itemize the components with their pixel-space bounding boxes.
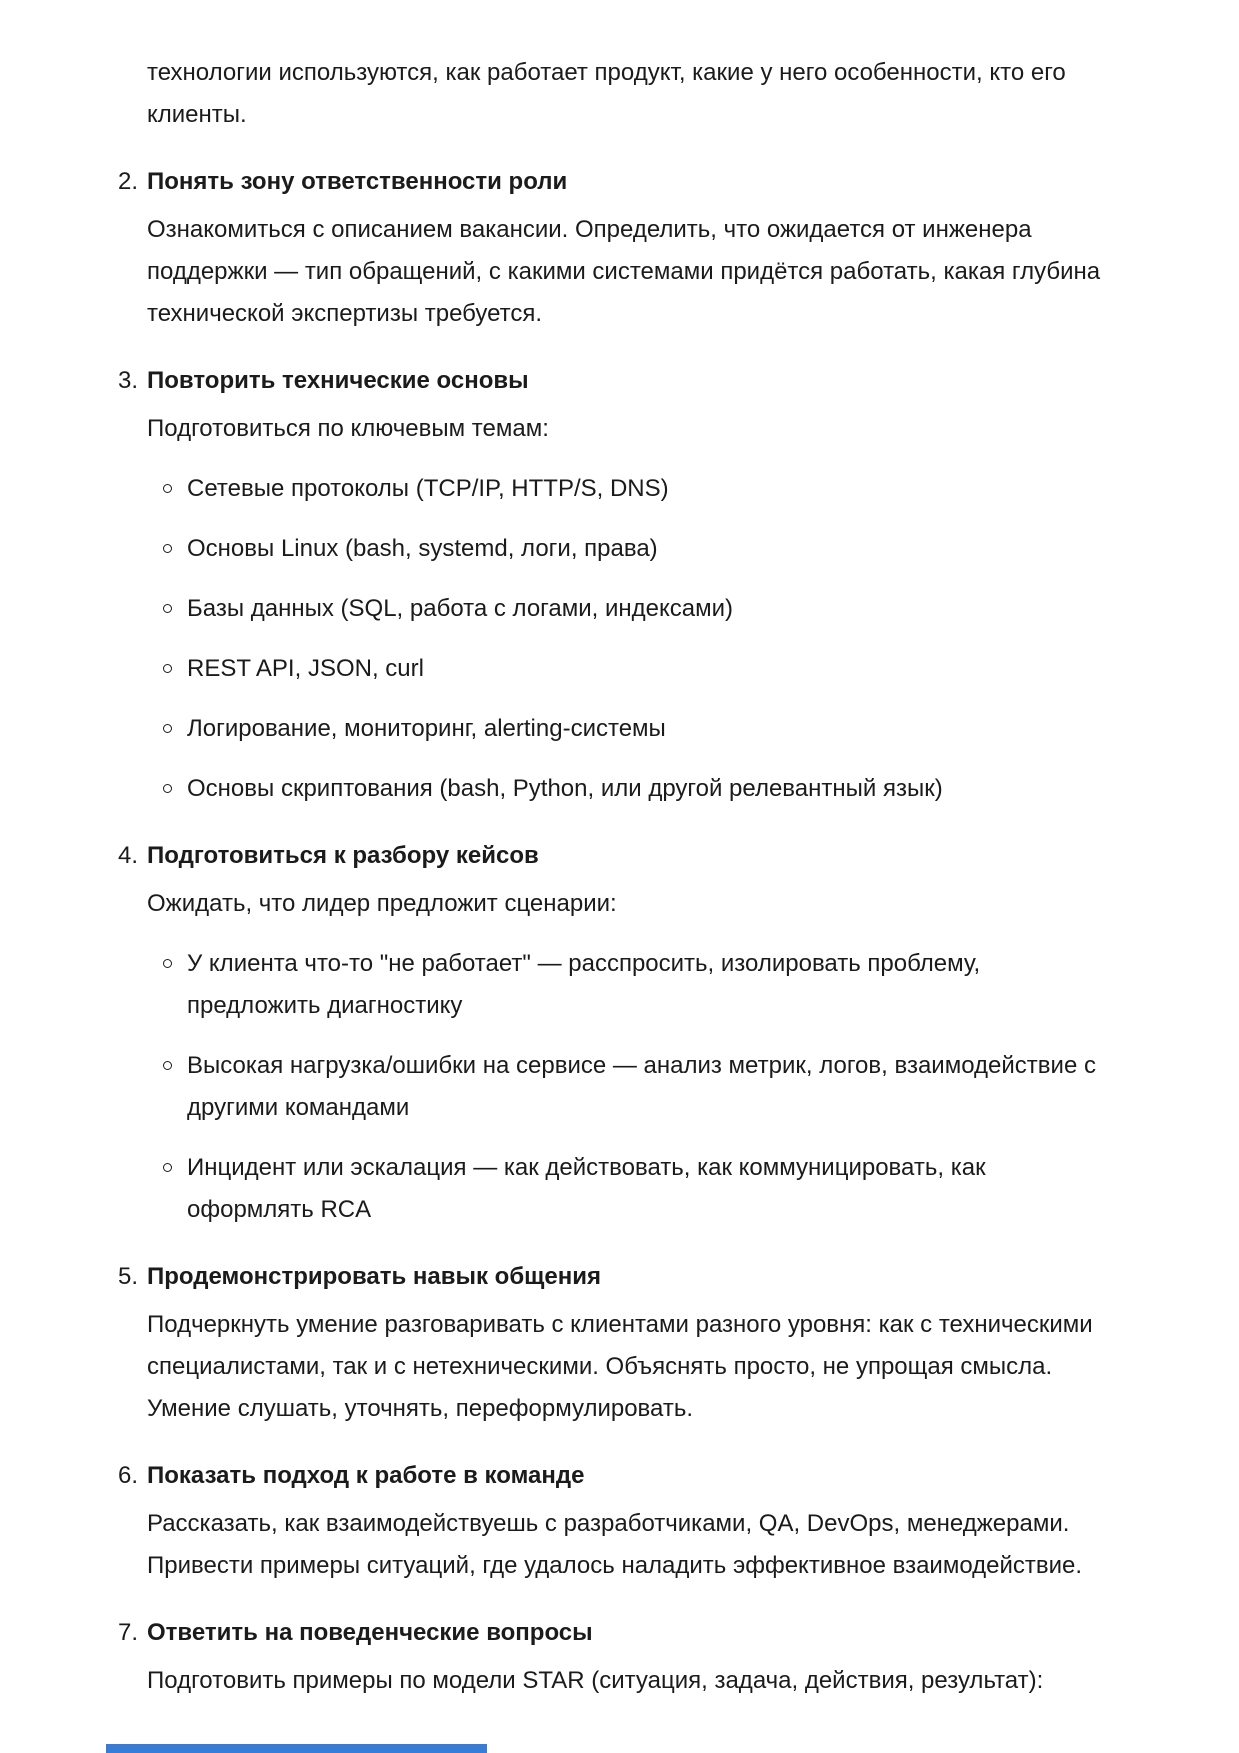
item-body	[147, 883, 1199, 925]
item-heading	[118, 360, 1199, 402]
item-body	[147, 1660, 1199, 1702]
list-item-title: Подготовиться к разбору кейсов	[147, 842, 539, 869]
list-item-number: 6.	[118, 1462, 139, 1489]
paragraph-line: Привести примеры ситуаций, где удалось наладить эффективное взаимодействие.	[147, 1552, 1083, 1579]
bullet-item	[187, 1045, 1199, 1129]
paragraph-line: Логирование, мониторинг, alerting-системы	[187, 715, 666, 742]
circle-bullet-icon	[163, 664, 172, 673]
paragraph-line: Подчеркнуть умение разговаривать с клиентами разного уровня: как с техническими	[147, 1311, 1093, 1338]
bullet-item	[187, 768, 1199, 810]
paragraph-line: У клиента что-то "не работает" — расспросить, изолировать проблему,	[187, 950, 981, 977]
bullet-list	[187, 468, 1199, 810]
paragraph-line: предложить диагностику	[187, 992, 463, 1019]
bullet-item	[187, 588, 1199, 630]
paragraph-line: специалистами, так и с нетехническими. Объяснять просто, не упрощая смысла.	[147, 1353, 1053, 1380]
circle-bullet-icon	[163, 784, 172, 793]
list-item-title: Ответить на поведенческие вопросы	[147, 1619, 593, 1646]
list-item-number: 5.	[118, 1263, 139, 1290]
bullet-item	[187, 943, 1199, 1027]
paragraph-line: оформлять RCA	[187, 1196, 372, 1223]
numbered-item	[118, 1612, 1199, 1702]
partial-block-accent-bar	[106, 1744, 487, 1753]
paragraph-line: Основы скриптования (bash, Python, или другой релевантный язык)	[187, 775, 943, 802]
numbered-item	[118, 360, 1199, 810]
bullet-item	[187, 1147, 1199, 1231]
circle-bullet-icon	[163, 604, 172, 613]
bullet-item	[187, 708, 1199, 750]
paragraph-line: технической экспертизы требуется.	[147, 300, 543, 327]
list-item-title: Показать подход к работе в команде	[147, 1462, 585, 1489]
paragraph-line: Подготовить примеры по модели STAR (ситуация, задача, действия, результат):	[147, 1667, 1044, 1694]
numbered-item	[118, 1455, 1199, 1587]
paragraph-line: другими командами	[187, 1094, 410, 1121]
paragraph-line: технологии используются, как работает продукт, какие у него особенности, кто его	[147, 59, 1066, 86]
paragraph-line: Основы Linux (bash, systemd, логи, права)	[187, 535, 658, 562]
list-item-number: 2.	[118, 168, 139, 195]
list-item-number: 7.	[118, 1619, 139, 1646]
circle-bullet-icon	[163, 1061, 172, 1070]
item-heading	[118, 1256, 1199, 1298]
paragraph-line: Ожидать, что лидер предложит сценарии:	[147, 890, 617, 917]
item-heading	[118, 1612, 1199, 1654]
paragraph-line: клиенты.	[147, 101, 247, 128]
paragraph-line: поддержки — тип обращений, с какими системами придётся работать, какая глубина	[147, 258, 1101, 285]
paragraph-line: Подготовиться по ключевым темам:	[147, 415, 549, 442]
bullet-item	[187, 648, 1199, 690]
list-item-title: Понять зону ответственности роли	[147, 168, 568, 195]
paragraph-line: Рассказать, как взаимодействуешь с разработчиками, QA, DevOps, менеджерами.	[147, 1510, 1070, 1537]
circle-bullet-icon	[163, 1163, 172, 1172]
list-item-title: Продемонстрировать навык общения	[147, 1263, 602, 1290]
item-body	[147, 1503, 1199, 1587]
numbered-list	[118, 161, 1199, 1702]
paragraph-line: Сетевые протоколы (TCP/IP, HTTP/S, DNS)	[187, 475, 669, 502]
list-item-title: Повторить технические основы	[147, 367, 529, 394]
intro-paragraph	[147, 52, 1199, 136]
numbered-item	[118, 835, 1199, 1231]
circle-bullet-icon	[163, 959, 172, 968]
item-heading	[118, 835, 1199, 877]
paragraph-line: Ознакомиться с описанием вакансии. Определить, что ожидается от инженера	[147, 216, 1032, 243]
bullet-item	[187, 468, 1199, 510]
paragraph-line: Умение слушать, уточнять, переформулировать.	[147, 1395, 694, 1422]
item-body	[147, 408, 1199, 450]
circle-bullet-icon	[163, 724, 172, 733]
bullet-list	[187, 943, 1199, 1231]
item-heading	[118, 161, 1199, 203]
paragraph-line: Высокая нагрузка/ошибки на сервисе — анализ метрик, логов, взаимодействие с	[187, 1052, 1096, 1079]
circle-bullet-icon	[163, 484, 172, 493]
paragraph-line: Инцидент или эскалация — как действовать, как коммуницировать, как	[187, 1154, 986, 1181]
numbered-item	[118, 161, 1199, 335]
list-item-number: 3.	[118, 367, 139, 394]
list-item-number: 4.	[118, 842, 139, 869]
numbered-item	[118, 1256, 1199, 1430]
paragraph-line: Базы данных (SQL, работа с логами, индексами)	[187, 595, 734, 622]
item-body	[147, 209, 1199, 335]
bullet-item	[187, 528, 1199, 570]
item-body	[147, 1304, 1199, 1430]
paragraph-line: REST API, JSON, curl	[187, 655, 424, 682]
item-heading	[118, 1455, 1199, 1497]
circle-bullet-icon	[163, 544, 172, 553]
